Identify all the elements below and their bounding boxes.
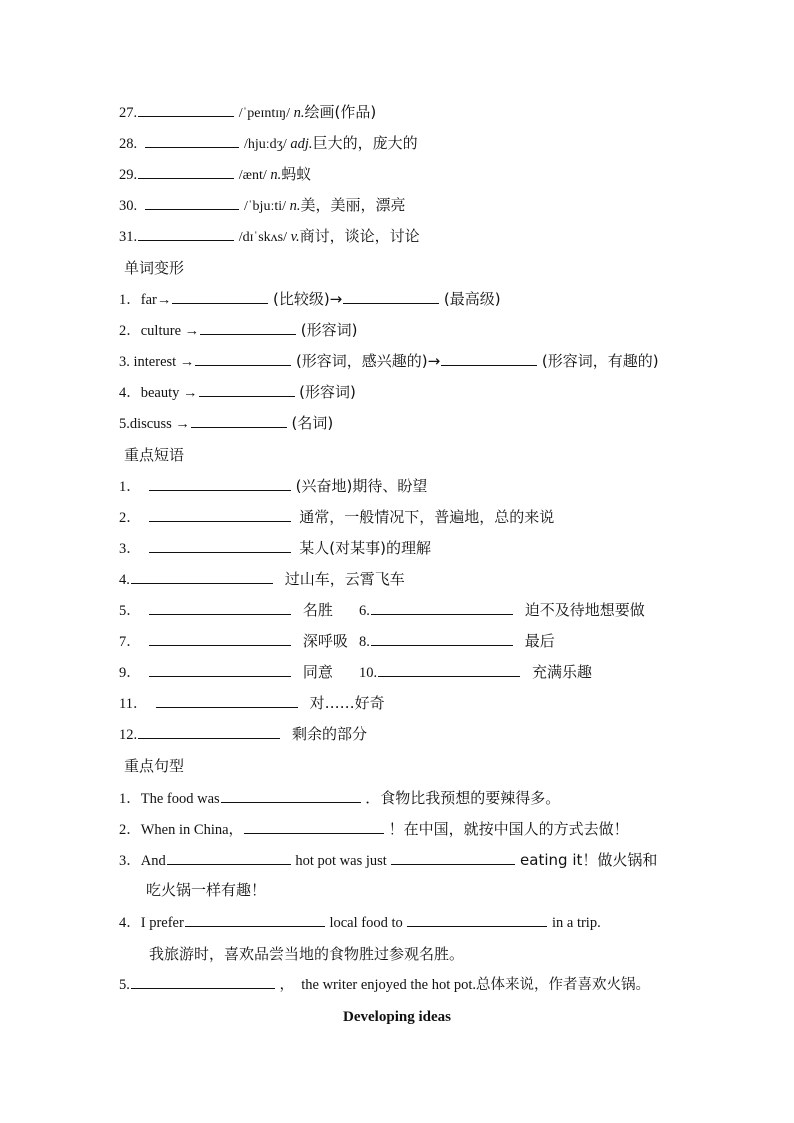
phrase-line [359,628,555,654]
form-note: (形容词) [300,321,358,339]
sentence-text: ， the writer enjoyed the hot pot.总体来说，作者喜欢火锅。 [279,977,651,993]
word-form-line [119,286,501,312]
meaning: 商讨，谈论，讨论 [299,227,420,245]
meaning: 蚂蚁 [281,165,312,183]
item-number: 30. [119,198,138,214]
answer-blank[interactable] [244,817,384,834]
phrase-line [119,721,367,747]
word-prefix: 1．far→ [119,292,172,308]
form-note: (最高级) [443,290,501,308]
item-number: 2． [119,510,141,526]
word-prefix: 5.discuss → [119,416,190,432]
item-number: 31. [119,229,138,245]
item-number: 5． [119,603,141,619]
answer-blank[interactable] [343,287,439,304]
phonetic: /hjuːdʒ/ [244,137,287,152]
item-number: 1． [119,479,141,495]
answer-blank[interactable] [131,972,275,989]
item-number: 29. [119,167,138,183]
phrase-meaning: 深呼吸 [302,632,348,650]
part-of-speech: n. [270,167,282,183]
answer-blank[interactable] [199,380,295,397]
part-of-speech: v. [290,229,300,245]
phrase-meaning: 对……好奇 [309,694,385,712]
sentence-text: local food to [329,915,403,931]
sentence-line [119,972,650,998]
vocab-line [119,161,311,187]
answer-blank[interactable] [391,848,515,865]
sentence-text: 5. [119,977,130,993]
answer-blank[interactable] [149,660,291,677]
phrase-line [119,628,348,654]
vocab-line [119,192,406,218]
word-form-line [119,317,357,343]
phrase-meaning: 同意 [302,663,333,681]
meaning: 巨大的，庞大的 [312,134,418,152]
item-number: 10. [359,665,378,681]
phrase-meaning: 剩余的部分 [292,725,368,743]
phrase-meaning: 某人(对某事)的理解 [299,539,431,557]
sentence-continuation: 吃火锅一样有趣！ [146,881,267,899]
phrase-meaning: 充满乐趣 [532,663,593,681]
meaning: 绘画(作品) [304,103,377,121]
answer-blank[interactable] [138,224,234,241]
item-number: 4. [119,572,130,588]
phonetic: /ˈbjuːti/ [244,199,286,214]
word-prefix: 3. interest → [119,354,195,370]
item-number: 27. [119,105,138,121]
word-form-line [119,410,333,436]
phonetic: /ˈpeɪntɪŋ/ [238,106,290,121]
answer-blank[interactable] [191,411,287,428]
item-number: 28. [119,136,138,152]
part-of-speech: adj. [290,136,313,152]
answer-blank[interactable] [149,474,291,491]
sentence-text: hot pot was just [295,853,387,869]
sentence-line [119,910,601,936]
section-title: Developing ideas [343,1009,451,1025]
form-note: (形容词，感兴趣的)→ [295,352,441,370]
item-number: 9． [119,665,141,681]
answer-blank[interactable] [185,910,325,927]
sentence-line [119,816,629,842]
answer-blank[interactable] [131,567,273,584]
sentence-text: 1．The food was [119,791,220,807]
word-form-line [119,348,659,374]
sentence-text: ！在中国，就按中国人的方式去做！ [388,820,629,838]
answer-blank[interactable] [378,660,520,677]
item-number: 6. [359,603,370,619]
phonetic: /dɪˈskʌs/ [238,230,287,245]
phrase-line [119,659,333,685]
vocab-line [119,223,420,249]
sentence-text: 3．And [119,853,166,869]
form-note: (形容词，有趣的) [541,352,659,370]
item-number: 7． [119,634,141,650]
item-number: 3． [119,541,141,557]
sentence-line [119,847,657,873]
phrase-meaning: (兴奋地)期待、盼望 [295,477,428,495]
answer-blank[interactable] [200,318,296,335]
phrase-line [119,504,554,530]
answer-blank[interactable] [172,287,268,304]
vocab-line [119,99,376,125]
phrase-line [359,659,592,685]
answer-blank[interactable] [149,598,291,615]
phrase-line [119,473,427,499]
section-heading: 单词变形 [124,259,185,277]
phrase-line [119,597,333,623]
sentence-text: eating it！做火锅和 [520,851,658,869]
answer-blank[interactable] [167,848,291,865]
sentence-text: 4．I prefer [119,915,184,931]
answer-blank[interactable] [138,722,280,739]
phonetic: /ænt/ [238,168,267,183]
answer-blank[interactable] [221,786,361,803]
answer-blank[interactable] [371,629,513,646]
phrase-meaning: 过山车，云霄飞车 [284,570,405,588]
answer-blank[interactable] [156,691,298,708]
phrase-meaning: 通常，一般情况下，普遍地，总的来说 [299,508,555,526]
answer-blank[interactable] [138,100,234,117]
section-heading: 重点短语 [124,446,185,464]
phrase-meaning: 迫不及待地想要做 [524,601,645,619]
form-note: (比较级)→ [272,290,343,308]
phrase-line [119,690,385,716]
form-note: (名词) [291,414,334,432]
sentence-text: ．食物比我预想的要辣得多。 [365,789,561,807]
answer-blank[interactable] [149,536,291,553]
phrase-meaning: 最后 [524,632,555,650]
meaning: 美，美丽，漂亮 [300,196,406,214]
part-of-speech: n. [289,198,301,214]
item-number: 11． [119,696,148,712]
word-prefix: 4．beauty → [119,385,198,401]
part-of-speech: n. [293,105,305,121]
sentence-text: 2．When in China， [119,822,244,838]
phrase-line [119,566,405,592]
answer-blank[interactable] [145,193,239,210]
item-number: 8. [359,634,370,650]
answer-blank[interactable] [195,349,291,366]
sentence-continuation: 我旅游时，喜欢品尝当地的食物胜过参观名胜。 [149,945,465,963]
answer-blank[interactable] [149,629,291,646]
sentence-line [119,785,560,811]
phrase-meaning: 名胜 [302,601,333,619]
word-prefix: 2．culture → [119,323,200,339]
item-number: 12. [119,727,138,743]
answer-blank[interactable] [371,598,513,615]
answer-blank[interactable] [407,910,547,927]
phrase-line [359,597,645,623]
vocab-line [119,130,418,156]
answer-blank[interactable] [149,505,291,522]
phrase-line [119,535,431,561]
section-heading: 重点句型 [124,757,185,775]
form-note: (形容词) [299,383,356,401]
answer-blank[interactable] [138,162,234,179]
answer-blank[interactable] [441,349,537,366]
answer-blank[interactable] [145,131,239,148]
sentence-text: in a trip. [551,915,601,931]
word-form-line [119,379,356,405]
